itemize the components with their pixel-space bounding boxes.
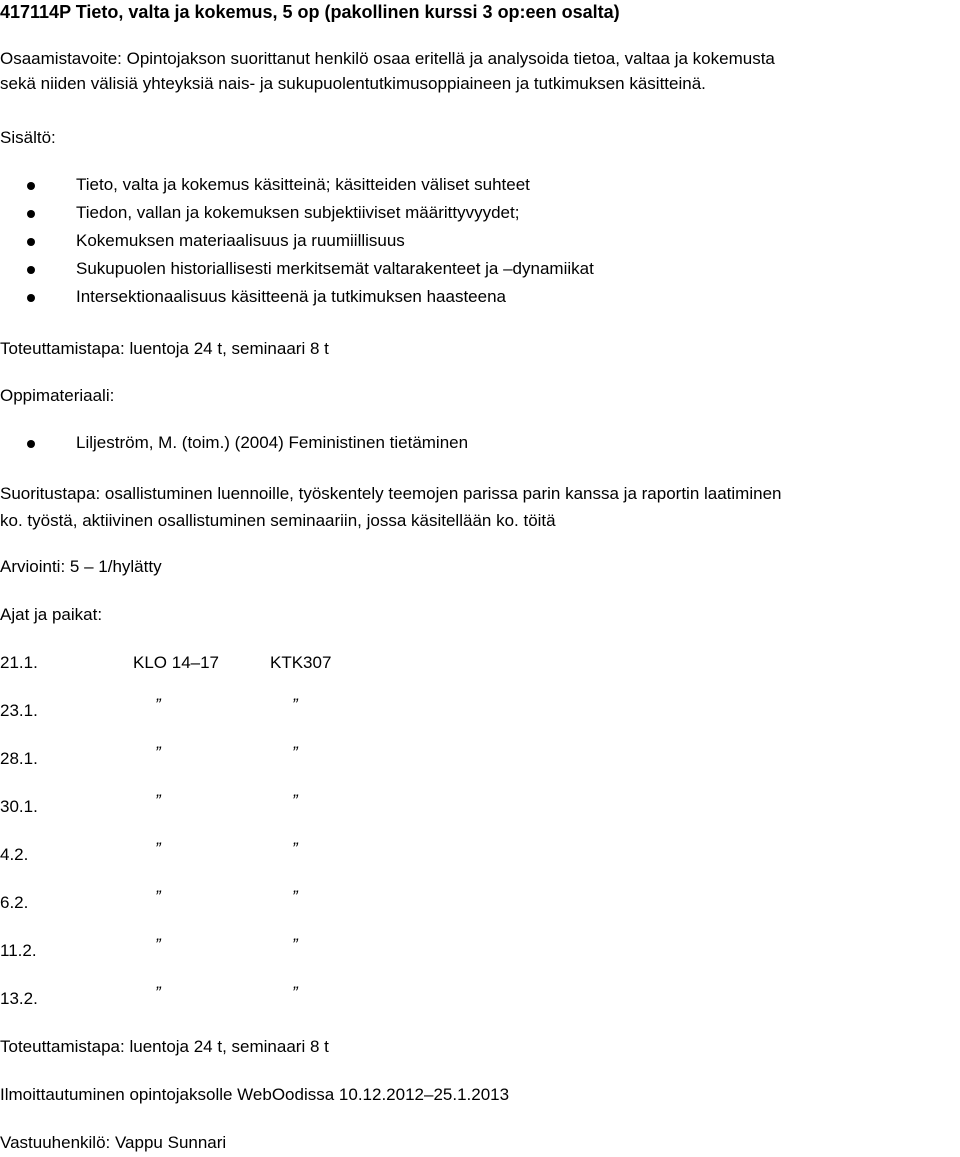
schedule-date: 11.2. [0, 941, 37, 960]
completion-line-1: Suoritustapa: osallistuminen luennoille, työskentely teemojen parissa parin kanssa ja raportin laatiminen [0, 484, 782, 503]
schedule-room: ” [292, 791, 298, 810]
content-heading: Sisältö: [0, 128, 56, 147]
objective-line-2: sekä niiden välisiä yhteyksiä nais- ja sukupuolentutkimusoppiaineen ja tutkimuksen käsitteinä. [0, 74, 706, 93]
schedule-time: ” [155, 887, 161, 906]
bullet-icon [27, 238, 35, 246]
schedule-date: 6.2. [0, 893, 29, 912]
list-item-text: Kokemuksen materiaalisuus ja ruumiillisuus [76, 231, 405, 250]
schedule-date: 13.2. [0, 989, 38, 1008]
schedule-room: ” [292, 839, 298, 858]
list-item-text: Tieto, valta ja kokemus käsitteinä; käsitteiden väliset suhteet [76, 175, 530, 194]
registration-info: Ilmoittautuminen opintojaksolle WebOodissa 10.12.2012–25.1.2013 [0, 1085, 510, 1104]
schedule-time: ” [155, 743, 161, 762]
schedule-time: ” [155, 983, 161, 1002]
schedule-date: 30.1. [0, 797, 38, 816]
list-item-text: Tiedon, vallan ja kokemuksen subjektiiviset määrittyvyydet; [76, 203, 520, 222]
responsible-person: Vastuuhenkilö: Vappu Sunnari [0, 1133, 227, 1152]
bullet-icon [27, 294, 35, 302]
schedule-date: 21.1. [0, 653, 38, 672]
schedule-room: KTK307 [270, 653, 332, 672]
schedule-room: ” [292, 695, 298, 714]
schedule-date: 23.1. [0, 701, 38, 720]
schedule-room: ” [292, 887, 298, 906]
bullet-icon [27, 440, 35, 448]
list-item-text: Intersektionaalisuus käsitteenä ja tutkimuksen haasteena [76, 287, 506, 306]
bullet-icon [27, 182, 35, 190]
list-item-text: Sukupuolen historiallisesti merkitsemät valtarakenteet ja –dynamiikat [76, 259, 594, 278]
materials-heading: Oppimateriaali: [0, 386, 115, 405]
schedule-date: 28.1. [0, 749, 38, 768]
schedule-time: ” [155, 839, 161, 858]
schedule-room: ” [292, 743, 298, 762]
schedule-time: ” [155, 695, 161, 714]
objective-line-1: Osaamistavoite: Opintojakson suorittanut henkilö osaa eritellä ja analysoida tietoa, valtaa ja kokemusta [0, 49, 775, 68]
schedule-time: ” [155, 935, 161, 954]
list-item-text: Liljeström, M. (toim.) (2004) Feministinen tietäminen [76, 433, 469, 452]
schedule-room: ” [292, 935, 298, 954]
implementation-method-1: Toteuttamistapa: luentoja 24 t, seminaari 8 t [0, 339, 329, 358]
schedule-heading: Ajat ja paikat: [0, 605, 103, 624]
schedule-time: ” [155, 791, 161, 810]
bullet-icon [27, 210, 35, 218]
completion-line-2: ko. työstä, aktiivinen osallistuminen seminaariin, jossa käsitellään ko. töitä [0, 511, 556, 530]
schedule-room: ” [292, 983, 298, 1002]
schedule-time: KLO 14–17 [133, 653, 220, 672]
grading: Arviointi: 5 – 1/hylätty [0, 557, 162, 576]
implementation-method-2: Toteuttamistapa: luentoja 24 t, seminaari 8 t [0, 1037, 329, 1056]
bullet-icon [27, 266, 35, 274]
schedule-date: 4.2. [0, 845, 29, 864]
course-title: 417114P Tieto, valta ja kokemus, 5 op (pakollinen kurssi 3 op:een osalta) [0, 2, 620, 22]
